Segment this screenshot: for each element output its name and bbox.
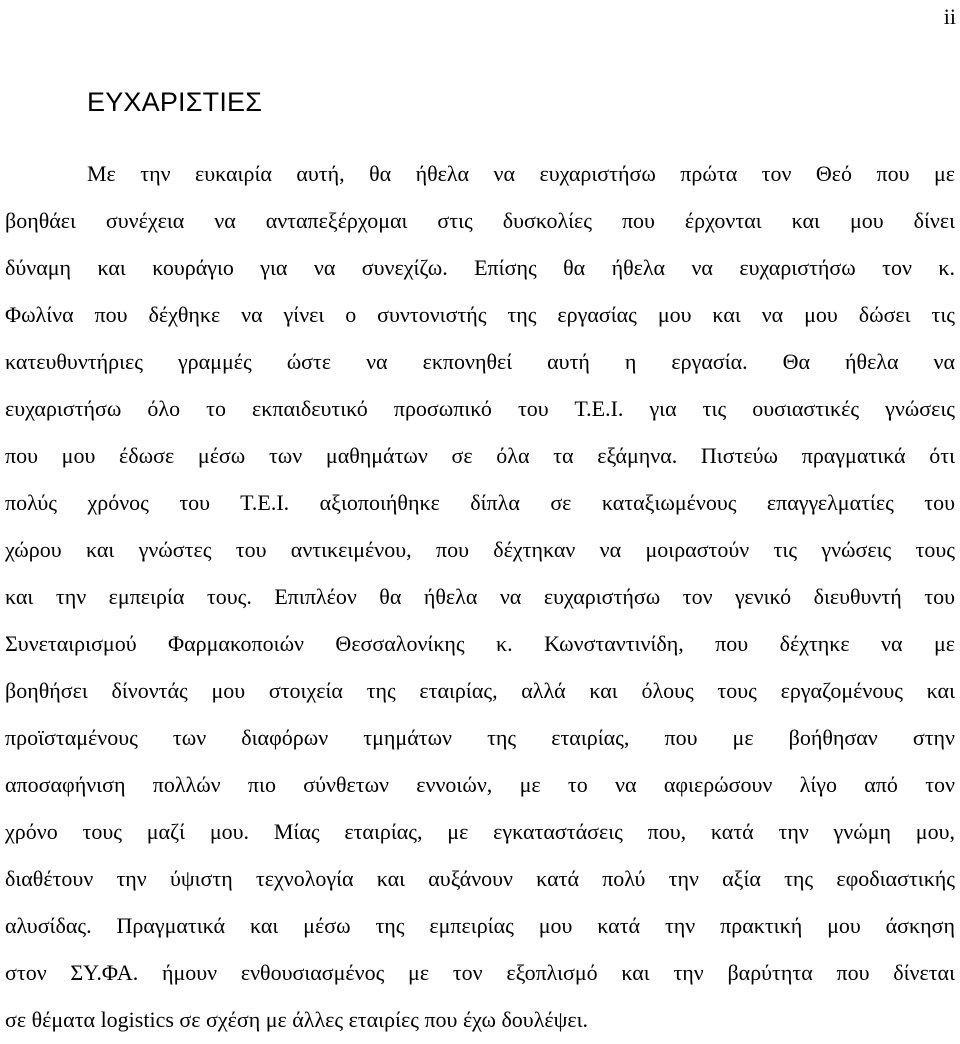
paragraph-line: Συνεταιρισμού Φαρμακοποιών Θεσσαλονίκης κ. Κωνσταντινίδη, που δέχτηκε να με	[5, 631, 955, 656]
paragraph-line: χώρου και γνώστες του αντικειμένου, που δέχτηκαν να μοιραστούν τις γνώσεις τους	[5, 537, 955, 562]
paragraph-line: κατευθυντήριες γραμμές ώστε να εκπονηθεί αυτή η εργασία. Θα ήθελα να	[5, 349, 955, 374]
paragraph-line: που μου έδωσε μέσω των μαθημάτων σε όλα τα εξάμηνα. Πιστεύω πραγματικά ότι	[5, 443, 955, 468]
paragraph-line: σε θέματα logistics σε σχέση με άλλες εταιρίες που έχω δουλέψει.	[5, 1007, 589, 1032]
paragraph-line: στον ΣΥ.ΦΑ. ήμουν ενθουσιασμένος με τον εξοπλισμό και την βαρύτητα που δίνεται	[5, 960, 955, 985]
page-title: ΕΥΧΑΡΙΣΤΙΕΣ	[87, 87, 263, 117]
paragraph-line: και την εμπειρία τους. Επιπλέον θα ήθελα να ευχαριστήσω τον γενικό διευθυντή του	[5, 584, 955, 609]
paragraph-line: πολύς χρόνος του Τ.Ε.Ι. αξιοποιήθηκε δίπλα σε καταξιωμένους επαγγελματίες του	[5, 490, 955, 515]
page-number: ii	[943, 4, 956, 29]
acknowledgements-paragraph	[5, 150, 955, 1043]
paragraph-line: διαθέτουν την ύψιστη τεχνολογία και αυξάνουν κατά πολύ την αξία της εφοδιαστικής	[5, 866, 955, 891]
paragraph-line: δύναμη και κουράγιο για να συνεχίζω. Επίσης θα ήθελα να ευχαριστήσω τον κ.	[5, 255, 955, 280]
paragraph-line: προϊσταμένους των διαφόρων τμημάτων της εταιρίας, που με βοήθησαν στην	[5, 725, 955, 750]
paragraph-line: Με την ευκαιρία αυτή, θα ήθελα να ευχαριστήσω πρώτα τον Θεό που με	[87, 161, 955, 186]
paragraph-line: χρόνο τους μαζί μου. Μίας εταιρίας, με εγκαταστάσεις που, κατά την γνώμη μου,	[5, 819, 955, 844]
paragraph-line: Φωλίνα που δέχθηκε να γίνει ο συντονιστής της εργασίας μου και να μου δώσει τις	[5, 302, 955, 327]
paragraph-line: αποσαφήνιση πολλών πιο σύνθετων εννοιών, με το να αφιερώσουν λίγο από τον	[5, 772, 955, 797]
paragraph-line: ευχαριστήσω όλο το εκπαιδευτικό προσωπικό του Τ.Ε.Ι. για τις ουσιαστικές γνώσεις	[5, 396, 955, 421]
paragraph-line: βοηθάει συνέχεια να ανταπεξέρχομαι στις δυσκολίες που έρχονται και μου δίνει	[5, 208, 955, 233]
paragraph-line: αλυσίδας. Πραγματικά και μέσω της εμπειρίας μου κατά την πρακτική μου άσκηση	[5, 913, 955, 938]
paragraph-line: βοηθήσει δίνοντάς μου στοιχεία της εταιρίας, αλλά και όλους τους εργαζομένους και	[5, 678, 955, 703]
